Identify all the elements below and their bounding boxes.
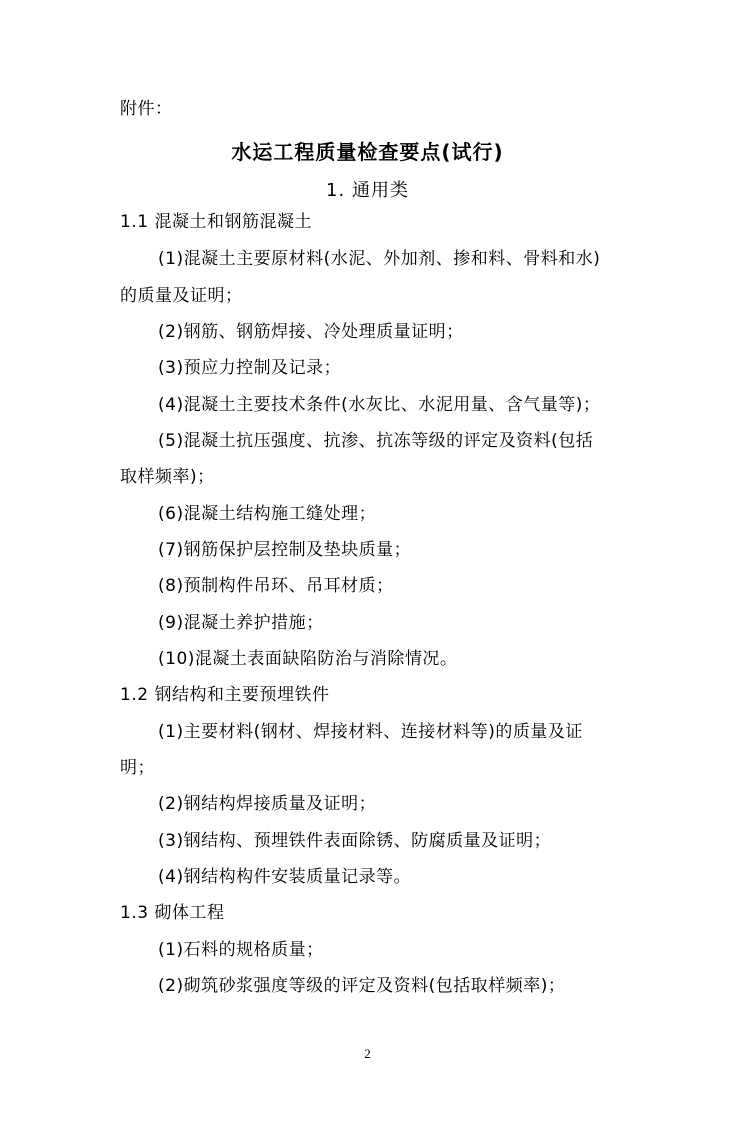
list-item: (1)主要材料(钢材、焊接材料、连接材料等)的质量及证 [158,722,583,742]
list-item-continuation: 的质量及证明； [120,286,243,306]
list-item: (1)混凝土主要原材料(水泥、外加剂、掺和料、骨料和水) [158,249,601,269]
list-item: (8)预制构件吊环、吊耳材质； [158,576,394,596]
attachment-label: 附件： [120,99,173,119]
list-item: (10)混凝土表面缺陷防治与消除情况。 [158,649,458,669]
list-item: (4)钢结构构件安装质量记录等。 [158,867,412,887]
subsection-heading: 1.1 混凝土和钢筋混凝土 [120,212,312,232]
list-item: (3)预应力控制及记录； [158,358,342,378]
list-item: (5)混凝土抗压强度、抗渗、抗冻等级的评定及资料(包括 [158,431,594,451]
list-item: (3)钢结构、预埋铁件表面除锈、防腐质量及证明； [158,831,552,851]
list-item: (2)钢结构焊接质量及证明； [158,794,377,814]
list-item-continuation: 明； [120,758,155,778]
list-item: (7)钢筋保护层控制及垫块质量； [158,540,412,560]
list-item: (1)石料的规格质量； [158,940,324,960]
page-number: 2 [364,1046,371,1061]
list-item-continuation: 取样频率)； [120,467,215,487]
list-item: (2)钢筋、钢筋焊接、冷处理质量证明； [158,322,464,342]
list-item: (4)混凝土主要技术条件(水灰比、水泥用量、含气量等)； [158,395,601,415]
subsection-heading: 1.3 砌体工程 [120,903,225,923]
subsection-heading: 1.2 钢结构和主要预埋铁件 [120,685,330,705]
list-item: (6)混凝土结构施工缝处理； [158,504,377,524]
list-item: (2)砌筑砂浆强度等级的评定及资料(包括取样频率)； [158,976,566,996]
list-item: (9)混凝土养护措施； [158,613,324,633]
document-title: 水运工程质量检查要点(试行) [231,140,504,164]
section-heading: 1. 通用类 [326,180,409,201]
